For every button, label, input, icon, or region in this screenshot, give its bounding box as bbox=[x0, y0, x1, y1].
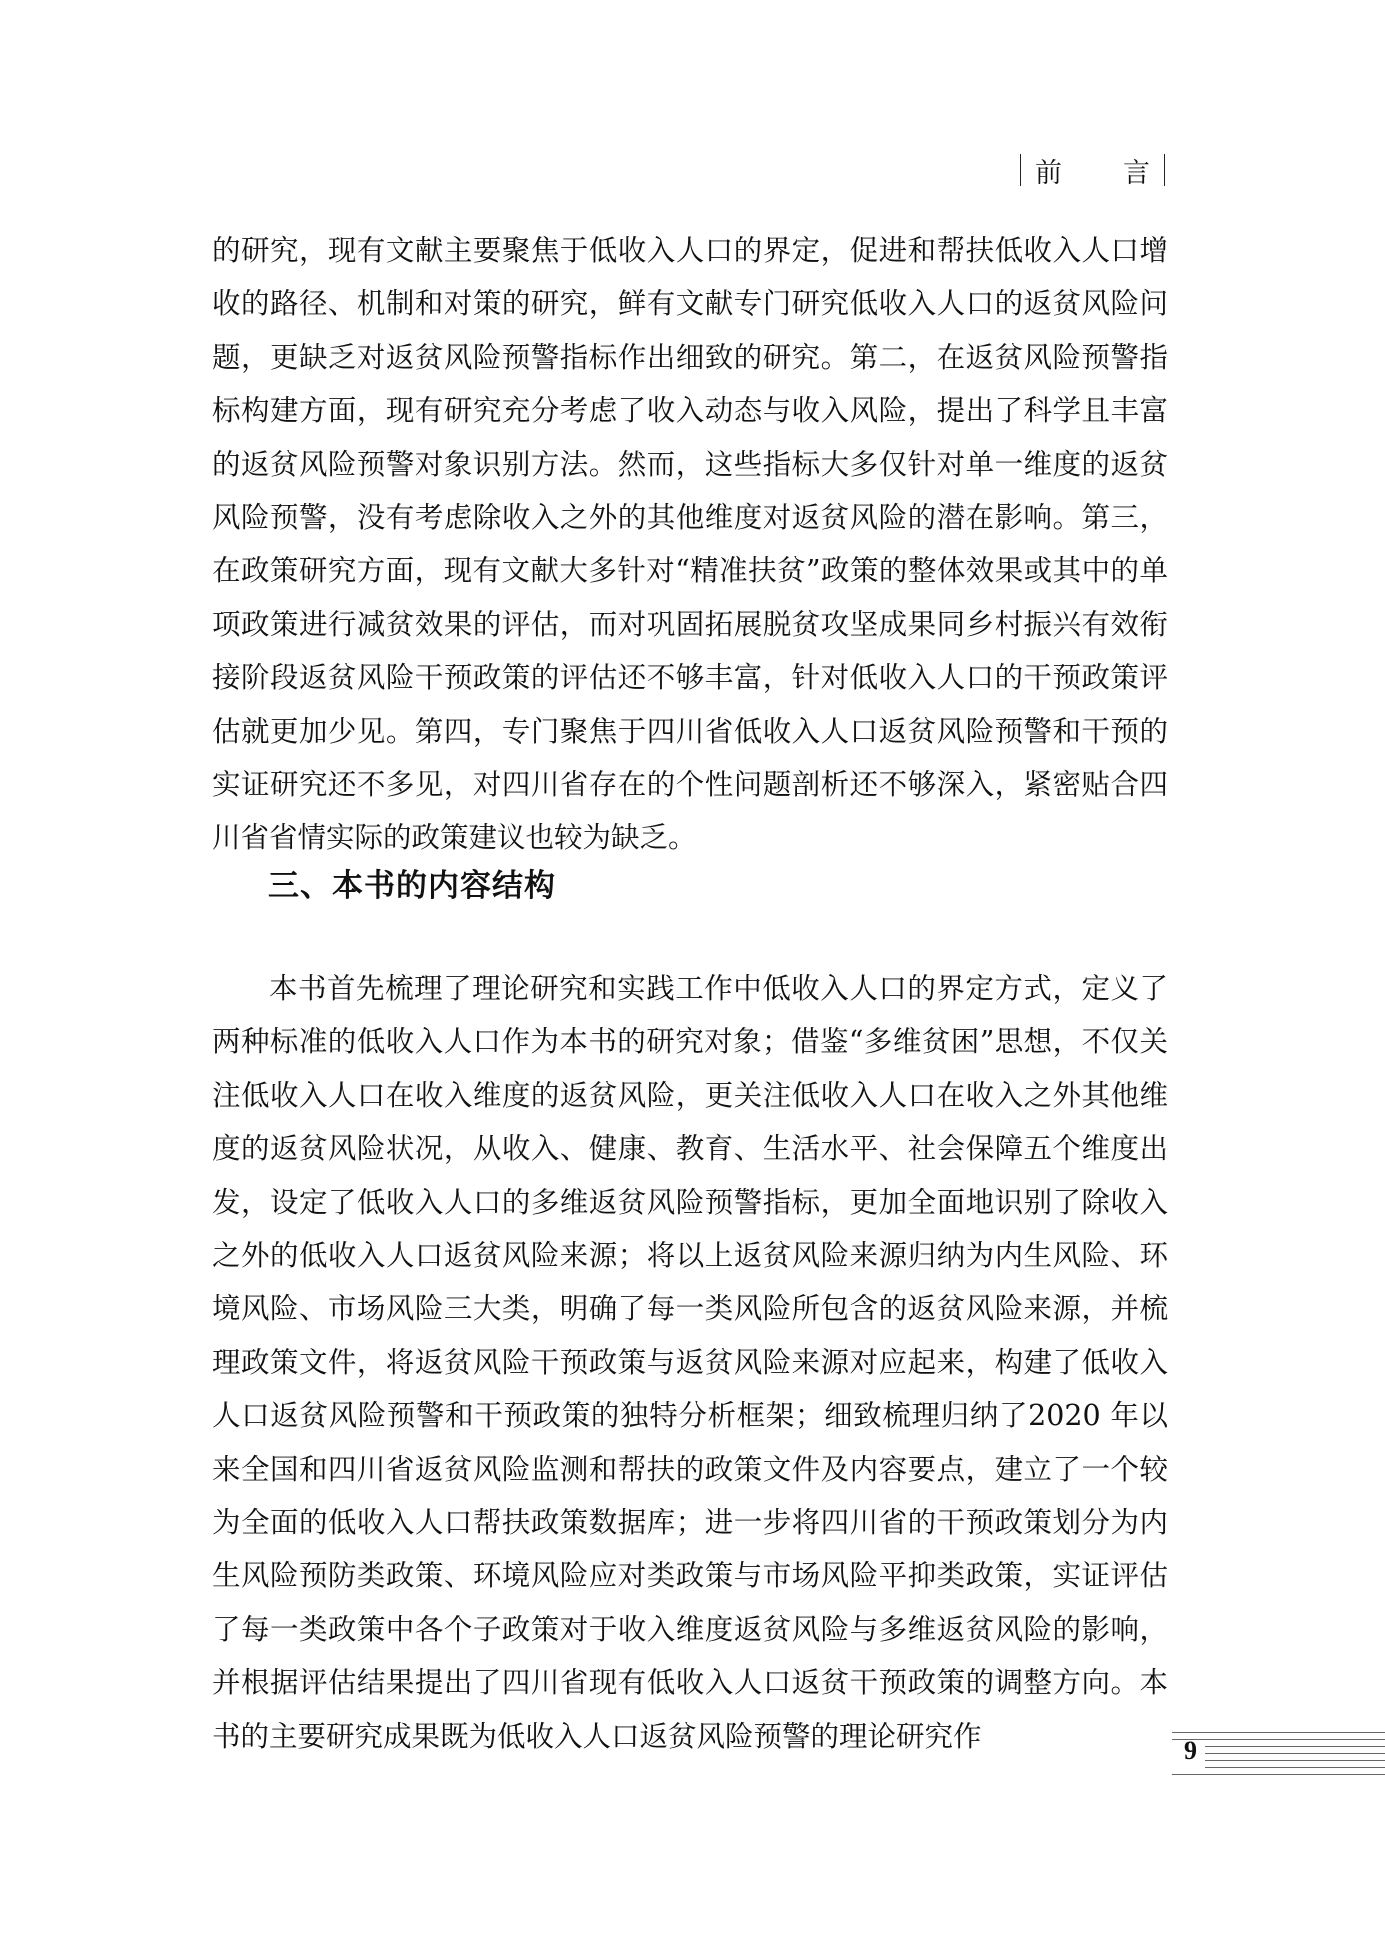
header-right-rule bbox=[1164, 154, 1165, 186]
section-heading: 三、本书的内容结构 bbox=[268, 868, 556, 904]
body-paragraph: 本书首先梳理了理论研究和实践工作中低收入人口的界定方式，定义了两种标准的低收入人口作为本书的研究对象；借鉴“多维贫困”思想，不仅关注低收入人口在收入维度的返贫风险，更关注低收入人口在收入之外其他维度的返贫风险状况，从收入、健康、教育、生活水平、社会保障五个维度出发，设定了低收入人口的多维返贫风险预警指标，更加全面地识别了除收入之外的低收入人口返贫风险来源；将以上返贫风险来源归纳为内生风险、环境风险、市场风险三大类，明确了每一类风险所包含的返贫风险来源，并梳理政策文件，将返贫风险干预政策与返贫风险来源对应起来，构建了低收入人口返贫风险预警和干预政策的独特分析框架；细致梳理归纳了2020 年以来全国和四川省返贫风险监测和帮扶的政策文件及内容要点，建立了一个较为全面的低收入人口帮扶政策数据库；进一步将四川省的干预政策划分为内生风险预防类政策、环境风险应对类政策与市场风险平抑类政策，实证评估了每一类政策中各个子政策对于收入维度返贫风险与多维返贫风险的影响，并根据评估结果提出了四川省现有低收入人口返贫干预政策的调整方向。本书的主要研究成果既为低收入人口返贫风险预警的理论研究作 bbox=[212, 972, 1168, 1753]
header-title bbox=[1021, 151, 1164, 190]
header-title-char-2: 言 bbox=[1123, 157, 1150, 189]
body-paragraph-continued: 的研究，现有文献主要聚焦于低收入人口的界定，促进和帮扶低收入人口增收的路径、机制和对策的研究，鲜有文献专门研究低收入人口的返贫风险问题，更缺乏对返贫风险预警指标作出细致的研究。第二，在返贫风险预警指标构建方面，现有研究充分考虑了收入动态与收入风险，提出了科学且丰富的返贫风险预警对象识别方法。然而，这些指标大多仅针对单一维度的返贫风险预警，没有考虑除收入之外的其他维度对返贫风险的潜在影响。第三，在政策研究方面，现有文献大多针对“精准扶贫”政策的整体效果或其中的单项政策进行减贫效果的评估，而对巩固拓展脱贫攻坚成果同乡村振兴有效衔接阶段返贫风险干预政策的评估还不够丰富，针对低收入人口的干预政策评估就更加少见。第四，专门聚焦于四川省低收入人口返贫风险预警和干预的实证研究还不多见，对四川省存在的个性问题剖析还不够深入，紧密贴合四川省省情实际的政策建议也较为缺乏。 bbox=[212, 234, 1168, 855]
page-number-rules bbox=[1172, 1730, 1385, 1778]
page-number: 9 bbox=[1184, 1736, 1197, 1765]
running-header bbox=[1020, 152, 1165, 188]
page-number-block bbox=[1172, 1730, 1385, 1778]
header-title-char-1: 前 bbox=[1035, 157, 1062, 189]
